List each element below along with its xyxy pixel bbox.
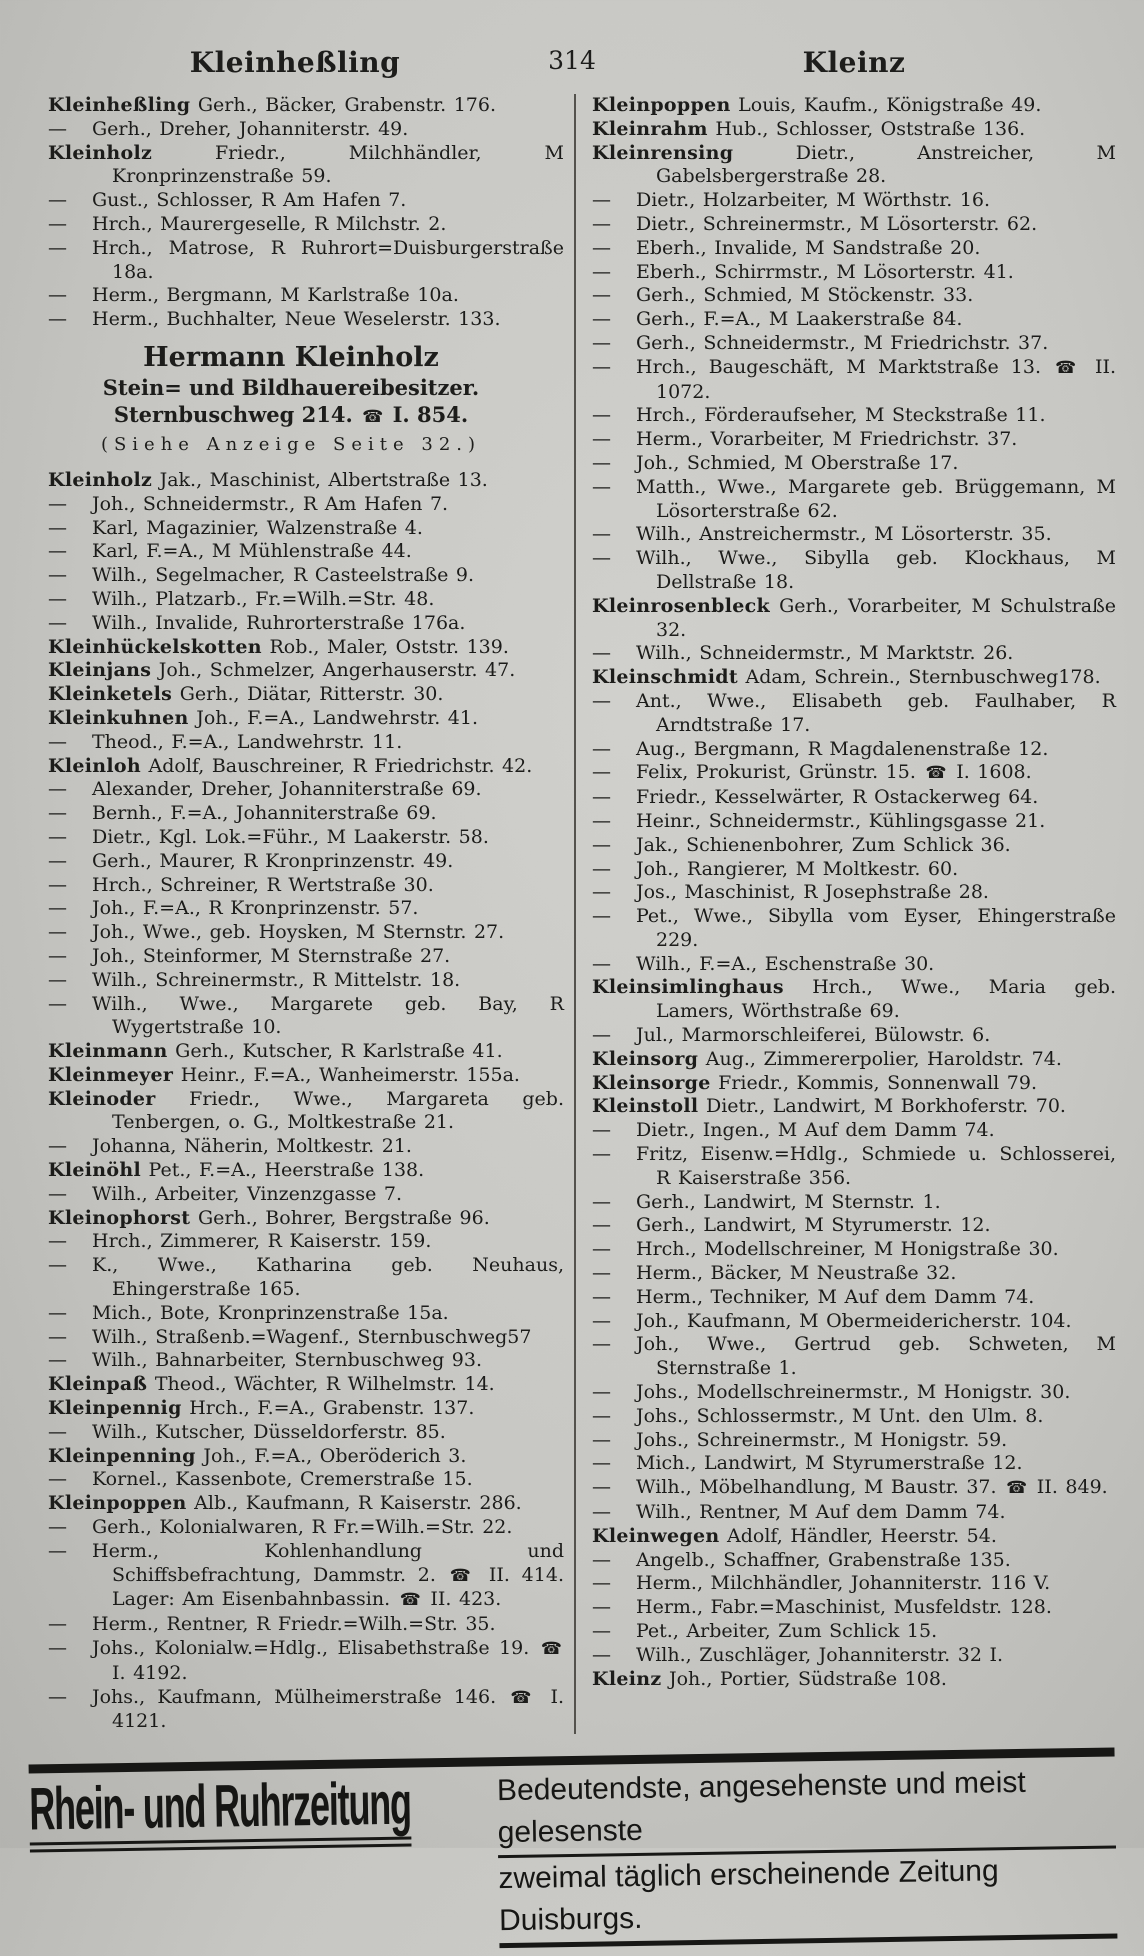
ditto-dash: — (592, 1024, 611, 1047)
directory-entry: — Wilh., Kutscher, Düsseldorferstr. 85. (48, 1420, 446, 1443)
ditto-dash: — (48, 1254, 67, 1277)
directory-entry: — Gerh., Schmied, M Stöckenstr. 33. (592, 284, 974, 307)
directory-entry: — Jak., Schienenbohrer, Zum Schlick 36. (592, 833, 1011, 856)
directory-entry: — Joh., Rangierer, M Moltkestr. 60. (592, 857, 959, 880)
directory-entry: — Wilh., Möbelhandlung, M Baustr. 37. ☎ II. 849. (592, 1476, 1108, 1499)
entry-surname: Kleinöhl (48, 1159, 141, 1182)
ditto-dash: — (592, 857, 611, 880)
directory-entry: — Herm., Techniker, M Auf dem Damm 74. (592, 1285, 1035, 1308)
directory-entry: — Joh., Wwe., geb. Hoysken, M Sternstr. 27. (48, 921, 505, 944)
ditto-dash: — (592, 689, 611, 712)
ditto-dash: — (592, 355, 611, 378)
entry-surname: Kleinkuhnen (48, 706, 189, 729)
directory-entry: — Dietr., Ingen., M Auf dem Damm 74. (592, 1119, 995, 1142)
directory-entry: Kleinpenning Joh., F.=A., Oberöderich 3. (48, 1444, 467, 1467)
directory-entry: Kleinsorg Aug., Zimmererpolier, Haroldstr. 74. (592, 1047, 1062, 1070)
phone-icon: ☎ (1006, 1478, 1028, 1499)
directory-entry: — K., Wwe., Katharina geb. Neuhaus, Ehingerstraße 165. (48, 1254, 564, 1301)
entry-surname: Kleinpennig (48, 1397, 182, 1420)
ditto-dash: — (48, 1516, 67, 1539)
directory-entry: — Eberh., Invalide, M Sandstraße 20. (592, 236, 981, 259)
ditto-dash: — (48, 825, 67, 848)
ditto-dash: — (48, 992, 67, 1015)
directory-entry: — Felix, Prokurist, Grünstr. 15. ☎ I. 1608. (592, 761, 1032, 784)
ditto-dash: — (592, 1476, 611, 1499)
directory-entry: — Bernh., F.=A., Johanniterstraße 69. (48, 802, 437, 825)
entry-surname: Kleinpoppen (592, 94, 731, 116)
directory-entry: — Wilh., F.=A., Eschenstraße 30. (592, 952, 935, 975)
ditto-dash: — (592, 1596, 611, 1619)
ditto-dash: — (48, 236, 67, 259)
inline-ad-line: Sternbuschweg 214. ☎ I. 854. (113, 401, 469, 427)
directory-entry: — Jos., Maschinist, R Josephstraße 28. (592, 881, 989, 904)
directory-entry: — Wilh., Arbeiter, Vinzenzgasse 7. (48, 1182, 403, 1205)
directory-entry: Kleinholz Friedr., Milchhändler, M Kronprinzenstraße 59. (48, 141, 564, 188)
phone-icon: ☎ (449, 1565, 476, 1586)
ditto-dash: — (48, 564, 67, 587)
directory-entry: — Gerh., Schneidermstr., M Friedrichstr. 37. (592, 331, 1049, 354)
directory-entry: — Heinr., Schneidermstr., Kühlingsgasse 21. (592, 809, 1046, 832)
ditto-dash: — (592, 1381, 611, 1404)
ditto-dash: — (592, 475, 611, 498)
ditto-dash: — (48, 1230, 67, 1253)
directory-entry: — Wilh., Platzarb., Fr.=Wilh.=Str. 48. (48, 587, 435, 610)
directory-entry: Kleinrensing Dietr., Anstreicher, M Gabelsbergerstraße 28. (592, 141, 1116, 188)
ditto-dash: — (592, 404, 611, 427)
directory-entry: — Johs., Schreinermstr., M Honigstr. 59. (592, 1428, 1008, 1451)
ditto-dash: — (48, 921, 67, 944)
directory-entry: — Gerh., Dreher, Johanniterstr. 49. (48, 117, 409, 140)
ditto-dash: — (592, 451, 611, 474)
directory-entry: Kleinophorst Gerh., Bohrer, Bergstraße 96. (48, 1206, 490, 1229)
directory-entry: — Mich., Bote, Kronprinzenstraße 15a. (48, 1301, 449, 1324)
banner-brand: Rhein- und Ruhrzeitung (29, 1774, 412, 1853)
directory-entry: Kleinholz Jak., Maschinist, Albertstraße 13. (48, 468, 488, 491)
directory-entry: — Joh., Wwe., Gertrud geb. Schweten, M Sternstraße 1. (592, 1333, 1116, 1380)
directory-columns (48, 94, 1116, 1734)
entry-surname: Kleinpaß (48, 1373, 148, 1396)
directory-entry: — Herm., Vorarbeiter, M Friedrichstr. 37. (592, 428, 1018, 451)
left-column (48, 94, 574, 1734)
directory-entry: Kleinpoppen Louis, Kaufm., Königstraße 49. (592, 94, 1042, 116)
directory-entry: — Joh., Schneidermstr., R Am Hafen 7. (48, 492, 449, 515)
ditto-dash: — (48, 802, 67, 825)
directory-entry: Kleinsimlinghaus Hrch., Wwe., Maria geb. Lamers, Wörthstraße 69. (592, 976, 1116, 1023)
directory-entry: — Herm., Kohlenhandlung und Schiffsbefrachtung, Dammstr. 2. ☎ II. 414. Lager: Am Eisenbahnbassin. ☎ II. 423. (48, 1539, 564, 1611)
directory-entry: — Gerh., Kolonialwaren, R Fr.=Wilh.=Str. 22. (48, 1516, 513, 1539)
entry-surname: Kleinz (592, 1667, 662, 1690)
phone-icon: ☎ (399, 1590, 421, 1611)
directory-entry: — Hrch., Baugeschäft, M Marktstraße 13. ☎ II. 1072. (592, 355, 1116, 403)
entry-surname: Kleinheßling (48, 94, 191, 116)
directory-entry: — Theod., F.=A., Landwehrstr. 11. (48, 730, 403, 753)
phone-icon: ☎ (540, 1639, 562, 1660)
directory-entry: — Mich., Landwirt, M Styrumerstraße 12. (592, 1452, 1023, 1475)
ditto-dash: — (592, 547, 611, 570)
phone-icon: ☎ (362, 406, 384, 427)
phone-icon: ☎ (1055, 357, 1081, 378)
inline-ad (48, 341, 564, 458)
running-head (0, 46, 1144, 86)
entry-surname: Kleinschmidt (592, 666, 738, 689)
directory-entry: — Karl, F.=A., M Mühlenstraße 44. (48, 540, 412, 563)
directory-entry: — Wilh., Rentner, M Auf dem Damm 74. (592, 1501, 1006, 1524)
ditto-dash: — (592, 1643, 611, 1666)
directory-entry: — Ant., Wwe., Elisabeth geb. Faulhaber, R Arndtstraße 17. (592, 689, 1116, 736)
entry-surname: Kleinrensing (592, 141, 734, 164)
newspaper-banner-ad (29, 1747, 1118, 1955)
directory-entry: — Matth., Wwe., Margarete geb. Brüggemann, M Lösorterstraße 62. (592, 475, 1116, 522)
ditto-dash: — (48, 849, 67, 872)
ditto-dash: — (592, 1333, 611, 1356)
directory-entry: — Herm., Milchhändler, Johanniterstr. 116 V. (592, 1572, 1051, 1595)
ditto-dash: — (48, 944, 67, 967)
ditto-dash: — (592, 1572, 611, 1595)
ditto-dash: — (592, 1428, 611, 1451)
directory-entry: — Wilh., Segelmacher, R Casteelstraße 9. (48, 564, 475, 587)
directory-entry: Kleinrosenbleck Gerh., Vorarbeiter, M Schulstraße 32. (592, 594, 1117, 641)
directory-entry: — Joh., Steinformer, M Sternstraße 27. (48, 944, 451, 967)
ditto-dash: — (592, 809, 611, 832)
directory-entry: — Pet., Wwe., Sibylla vom Eyser, Ehingerstraße 229. (592, 905, 1116, 951)
inline-ad-line: Stein= und Bildhauereibesitzer. (102, 374, 480, 400)
ditto-dash: — (48, 492, 67, 515)
directory-entry: Kleinpoppen Alb., Kaufmann, R Kaiserstr. 286. (48, 1492, 522, 1515)
running-head-left: Kleinheßling (189, 46, 401, 79)
directory-entry: — Gust., Schlosser, R Am Hafen 7. (48, 189, 407, 212)
directory-entry: — Aug., Bergmann, R Magdalenenstraße 12. (592, 737, 1049, 760)
directory-entry: Kleinpennig Hrch., F.=A., Grabenstr. 137. (48, 1397, 475, 1420)
phone-icon: ☎ (925, 763, 947, 784)
directory-entry: Kleinschmidt Adam, Schrein., Sternbuschweg178. (592, 666, 1101, 689)
directory-entry: Kleinöhl Pet., F.=A., Heerstraße 138. (48, 1159, 425, 1182)
directory-entry: Kleinz Joh., Portier, Südstraße 108. (592, 1667, 947, 1690)
ditto-dash: — (592, 1190, 611, 1213)
directory-entry: — Dietr., Holzarbeiter, M Wörthstr. 16. (592, 189, 991, 212)
phone-icon: ☎ (510, 1687, 537, 1708)
directory-entry: — Joh., Kaufmann, M Obermeidericherstr. 104. (592, 1309, 1072, 1332)
entry-surname: Kleinholz (48, 141, 153, 164)
ditto-dash: — (592, 212, 611, 235)
ditto-dash: — (592, 1285, 611, 1308)
directory-entry: — Gerh., F.=A., M Laakerstraße 84. (592, 308, 963, 331)
directory-entry: — Hrch., Maurergeselle, R Milchstr. 2. (48, 212, 447, 235)
banner-slogan (497, 1760, 1118, 1948)
directory-entry: — Wilh., Anstreichermstr., M Lösorterstr. 35. (592, 523, 1052, 546)
running-head-right: Kleinz (802, 46, 906, 79)
entry-surname: Kleinketels (48, 683, 173, 706)
directory-entry: — Wilh., Zuschläger, Johanniterstr. 32 I. (592, 1643, 1004, 1666)
directory-entry: Kleinsorge Friedr., Kommis, Sonnenwall 79. (592, 1071, 1037, 1094)
directory-entry: — Dietr., Kgl. Lok.=Führ., M Laakerstr. 58. (48, 825, 489, 848)
ditto-dash: — (48, 1325, 67, 1348)
directory-entry: — Joh., F.=A., R Kronprinzenstr. 57. (48, 897, 419, 920)
ditto-dash: — (592, 1404, 611, 1427)
directory-entry: — Hrch., Schreiner, R Wertstraße 30. (48, 873, 434, 896)
entry-surname: Kleinholz (48, 468, 153, 491)
ditto-dash: — (592, 260, 611, 283)
directory-entry: — Friedr., Kesselwärter, R Ostackerweg 64. (592, 786, 1039, 809)
directory-entry: — Alexander, Dreher, Johanniterstraße 69. (48, 778, 482, 801)
banner-slogan-line2: zweimal täglich erscheinende Zeitung Duisburgs. (498, 1848, 1117, 1948)
directory-entry: — Herm., Buchhalter, Neue Weselerstr. 133. (48, 308, 501, 331)
ditto-dash: — (48, 212, 67, 235)
entry-surname: Kleinpoppen (48, 1492, 187, 1515)
ditto-dash: — (48, 1613, 67, 1636)
directory-entry: Kleinjans Joh., Schmelzer, Angerhauserstr. 47. (48, 659, 516, 682)
ditto-dash: — (48, 189, 67, 212)
ditto-dash: — (48, 284, 67, 307)
ditto-dash: — (48, 540, 67, 563)
ditto-dash: — (48, 778, 67, 801)
ditto-dash: — (592, 1548, 611, 1571)
ditto-dash: — (592, 428, 611, 451)
ditto-dash: — (48, 117, 67, 140)
directory-entry: Kleinstoll Dietr., Landwirt, M Borkhoferstr. 70. (592, 1095, 1066, 1118)
ditto-dash: — (48, 1637, 67, 1660)
entry-surname: Kleinophorst (48, 1206, 191, 1229)
directory-entry: — Kornel., Kassenbote, Cremerstraße 15. (48, 1468, 473, 1491)
ditto-dash: — (592, 1620, 611, 1642)
directory-entry: — Herm., Bergmann, M Karlstraße 10a. (48, 284, 459, 307)
inline-ad-line: Hermann Kleinholz (143, 341, 439, 373)
ditto-dash: — (48, 516, 67, 539)
entry-surname: Kleinmann (48, 1040, 168, 1063)
entry-surname: Kleinstoll (592, 1095, 699, 1118)
directory-entry: — Johs., Kolonialw.=Hdlg., Elisabethstraße 19. ☎ I. 4192. (48, 1637, 562, 1684)
directory-entry: — Johs., Schlossermstr., M Unt. den Ulm. 8. (592, 1404, 1044, 1427)
directory-entry: Kleinpaß Theod., Wächter, R Wilhelmstr. 14. (48, 1373, 495, 1396)
ditto-dash: — (48, 968, 67, 991)
ditto-dash: — (592, 881, 611, 904)
ditto-dash: — (592, 189, 611, 212)
ditto-dash: — (592, 833, 611, 856)
ditto-dash: — (592, 952, 611, 975)
directory-entry: — Johs., Kaufmann, Mülheimerstraße 146. ☎ I. 4121. (48, 1685, 564, 1733)
ditto-dash: — (592, 284, 611, 307)
directory-entry: — Gerh., Landwirt, M Sternstr. 1. (592, 1190, 941, 1213)
directory-entry: — Gerh., Landwirt, M Styrumerstr. 12. (592, 1214, 991, 1237)
entry-surname: Kleinsorg (592, 1047, 699, 1070)
ditto-dash: — (48, 1420, 67, 1443)
right-column (574, 94, 1116, 1734)
ditto-dash: — (592, 1214, 611, 1237)
ditto-dash: — (48, 897, 67, 920)
ditto-dash: — (592, 905, 611, 928)
directory-entry: — Johs., Modellschreinermstr., M Honigstr. 30. (592, 1381, 1071, 1404)
directory-entry: Kleinmeyer Heinr., F.=A., Wanheimerstr. 155a. (48, 1063, 520, 1086)
directory-entry: — Dietr., Schreinermstr., M Lösorterstr. 62. (592, 212, 1038, 235)
directory-entry: — Gerh., Maurer, R Kronprinzenstr. 49. (48, 849, 454, 872)
entry-surname: Kleinloh (48, 754, 141, 777)
directory-entry: — Hrch., Förderaufseher, M Steckstraße 11. (592, 404, 1046, 427)
ditto-dash: — (592, 236, 611, 259)
directory-entry: — Johanna, Näherin, Moltkestr. 21. (48, 1135, 412, 1158)
ditto-dash: — (592, 786, 611, 809)
directory-entry: Kleinketels Gerh., Diätar, Ritterstr. 30. (48, 683, 444, 706)
directory-entry: — Hrch., Zimmerer, R Kaiserstr. 159. (48, 1230, 432, 1253)
entry-surname: Kleinjans (48, 659, 152, 682)
ditto-dash: — (48, 1468, 67, 1491)
page-number: 314 (548, 46, 596, 75)
ditto-dash: — (592, 1501, 611, 1524)
directory-entry: — Wilh., Schneidermstr., M Marktstr. 26. (592, 642, 1014, 665)
directory-entry: — Jul., Marmorschleiferei, Bülowstr. 6. (592, 1024, 991, 1047)
ditto-dash: — (592, 761, 611, 784)
ditto-dash: — (592, 1119, 611, 1142)
ditto-dash: — (48, 587, 67, 610)
inline-ad-line: (Siehe Anzeige Seite 32.) (100, 433, 482, 455)
ditto-dash: — (592, 642, 611, 665)
directory-entry: — Eberh., Schirrmstr., M Lösorterstr. 41. (592, 260, 1014, 283)
ditto-dash: — (48, 1539, 67, 1562)
ditto-dash: — (48, 1135, 67, 1158)
directory-entry: — Hrch., Matrose, R Ruhrort=Duisburgerstraße 18a. (48, 236, 564, 283)
entry-surname: Kleinwegen (592, 1524, 720, 1547)
directory-entry: — Joh., Schmied, M Oberstraße 17. (592, 451, 959, 474)
ditto-dash: — (48, 873, 67, 896)
entry-surname: Kleinoder (48, 1087, 156, 1110)
directory-entry: Kleinoder Friedr., Wwe., Margareta geb. Tenbergen, o. G., Moltkestraße 21. (48, 1087, 565, 1134)
directory-entry: — Pet., Arbeiter, Zum Schlick 15. (592, 1620, 938, 1642)
directory-entry: Kleinloh Adolf, Bauschreiner, R Friedrichstr. 42. (48, 754, 533, 777)
directory-entry: — Fritz, Eisenw.=Hdlg., Schmiede u. Schlosserei, R Kaiserstraße 356. (592, 1143, 1116, 1189)
banner-brand-box (29, 1770, 498, 1852)
directory-entry: — Wilh., Wwe., Margarete geb. Bay, R Wygertstraße 10. (48, 992, 564, 1039)
directory-entry: — Herm., Rentner, R Friedr.=Wilh.=Str. 35. (48, 1613, 496, 1636)
ditto-dash: — (592, 1452, 611, 1475)
banner-slogan-line1: Bedeutendste, angesehenste und meist gelesenste (497, 1760, 1116, 1858)
entry-surname: Kleinsorge (592, 1071, 711, 1094)
directory-entry: Kleinwegen Adolf, Händler, Heerstr. 54. (592, 1524, 997, 1547)
ditto-dash: — (48, 611, 67, 634)
ditto-dash: — (592, 1262, 611, 1285)
directory-entry: — Wilh., Bahnarbeiter, Sternbuschweg 93. (48, 1349, 482, 1372)
directory-entry: — Wilh., Invalide, Ruhrorterstraße 176a. (48, 611, 466, 634)
directory-entry: — Wilh., Straßenb.=Wagenf., Sternbuschweg57 (48, 1325, 532, 1348)
directory-entry: Kleinrahm Hub., Schlosser, Oststraße 136. (592, 117, 1026, 140)
entry-surname: Kleinsimlinghaus (592, 976, 784, 999)
directory-entry: Kleinhückelskotten Rob., Maler, Oststr. 139. (48, 635, 509, 658)
ditto-dash: — (592, 308, 611, 331)
entry-surname: Kleinhückelskotten (48, 635, 262, 658)
directory-entry: — Hrch., Modellschreiner, M Honigstraße 30. (592, 1238, 1059, 1261)
directory-entry: Kleinheßling Gerh., Bäcker, Grabenstr. 176. (48, 94, 496, 116)
directory-entry: — Karl, Magazinier, Walzenstraße 4. (48, 516, 423, 539)
ditto-dash: — (592, 1309, 611, 1332)
ditto-dash: — (592, 737, 611, 760)
directory-entry: — Herm., Fabr.=Maschinist, Musfeldstr. 128. (592, 1596, 1052, 1619)
ditto-dash: — (592, 523, 611, 546)
entry-surname: Kleinrahm (592, 117, 708, 140)
ditto-dash: — (592, 331, 611, 354)
directory-entry: Kleinmann Gerh., Kutscher, R Karlstraße 41. (48, 1040, 503, 1063)
ditto-dash: — (592, 1143, 611, 1166)
directory-entry: — Wilh., Schreinermstr., R Mittelstr. 18. (48, 968, 461, 991)
ditto-dash: — (48, 1685, 67, 1708)
ditto-dash: — (48, 308, 67, 331)
entry-surname: Kleinrosenbleck (592, 594, 770, 617)
directory-entry: — Angelb., Schaffner, Grabenstraße 135. (592, 1548, 1011, 1571)
ditto-dash: — (48, 1301, 67, 1324)
directory-entry: — Herm., Bäcker, M Neustraße 32. (592, 1262, 957, 1285)
entry-surname: Kleinpenning (48, 1444, 196, 1467)
ditto-dash: — (48, 730, 67, 753)
ditto-dash: — (592, 1238, 611, 1261)
directory-entry: Kleinkuhnen Joh., F.=A., Landwehrstr. 41. (48, 706, 478, 729)
directory-entry: — Wilh., Wwe., Sibylla geb. Klockhaus, M Dellstraße 18. (592, 547, 1116, 593)
ditto-dash: — (48, 1349, 67, 1372)
ditto-dash: — (48, 1182, 67, 1205)
entry-surname: Kleinmeyer (48, 1063, 174, 1086)
